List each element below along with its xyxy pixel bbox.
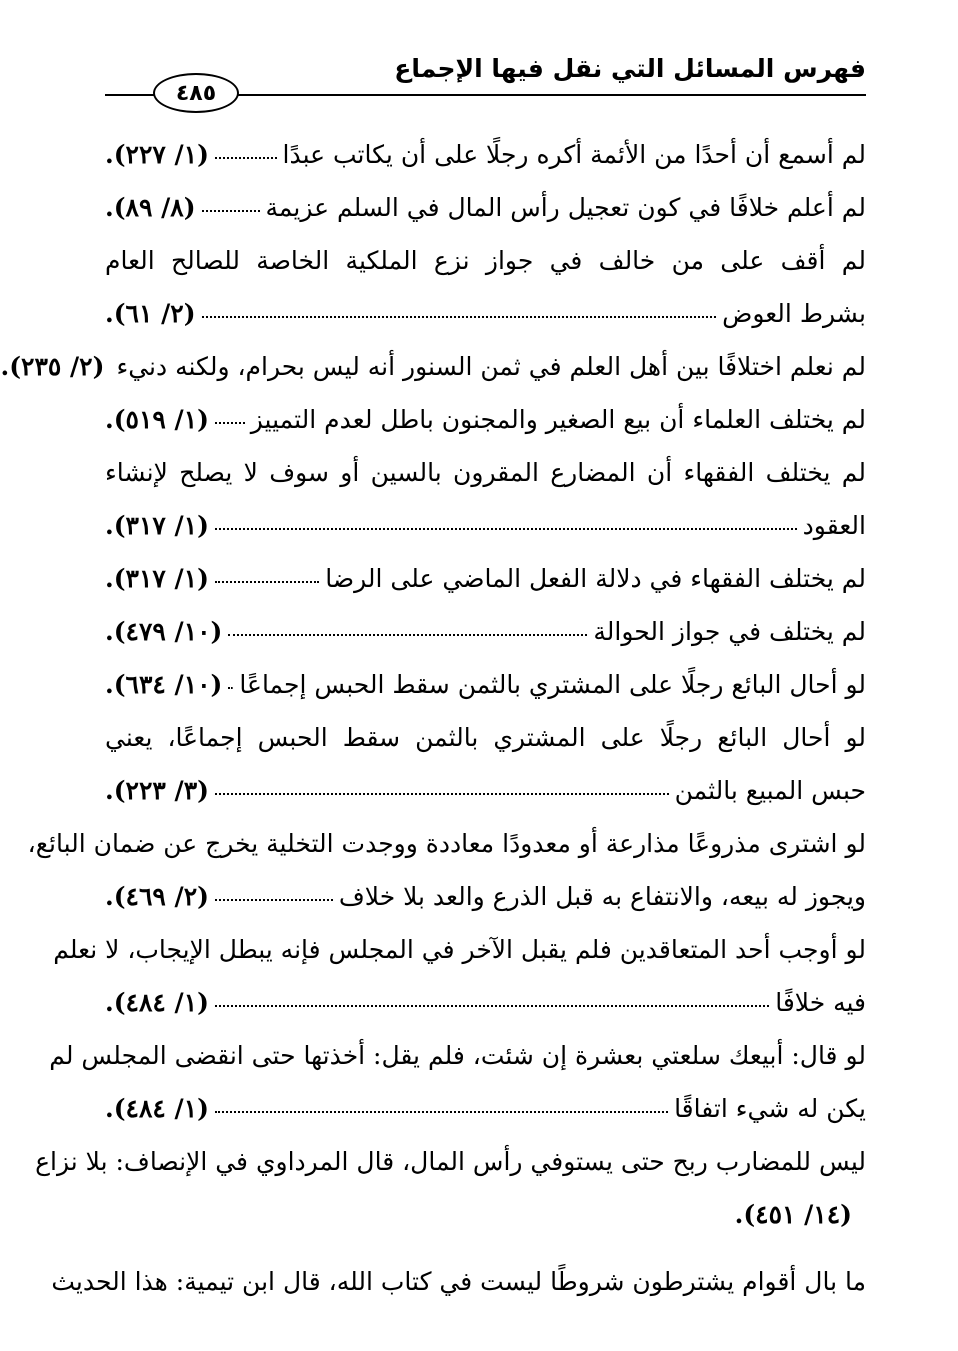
index-entry-continuation: [105, 976, 866, 1029]
index-entry-continuation: [105, 1082, 866, 1135]
index-entry: [105, 128, 866, 181]
entry-text: ما بال أقوام يشترطون شروطًا ليست في كتاب الله، قال ابن تيمية: هذا الحديث: [51, 1267, 866, 1296]
entry-text: لم نعلم اختلافًا بين أهل العلم في ثمن السنور أنه ليس بحرام، ولكنه دنيء: [116, 352, 866, 381]
entry-text: حبس المبيع بالثمن: [674, 776, 866, 805]
index-entry: [105, 605, 866, 658]
entry-reference: (٢/ ٦١).: [105, 299, 196, 328]
entry-reference: (٢/ ٤٦٩).: [105, 882, 209, 911]
index-entry-continuation: [105, 499, 866, 552]
entry-text: لو أحال البائع رجلًا على المشتري بالثمن سقط الحبس إجماعًا: [239, 670, 866, 699]
entry-reference: (١/ ٤٨٤).: [105, 988, 209, 1017]
entry-reference: (١٠/ ٤٧٩).: [105, 617, 223, 646]
entry-text: لم يختلف الفقهاء أن المضارع المقرون بالسين أو سوف لا يصلح لإنشاء: [105, 458, 866, 487]
index-entry-continuation: [105, 287, 866, 340]
index-entries: [0, 128, 866, 1308]
index-entry: [105, 552, 866, 605]
entry-reference: (٣/ ٢٢٣).: [105, 776, 209, 805]
dot-leader: [215, 580, 319, 583]
entry-reference: (١/ ٢٢٧).: [105, 140, 209, 169]
entry-text: لم أقف على من خالف في جواز نزع الملكية الخاصة للصالح العام: [105, 246, 866, 275]
entry-reference: (١٤/ ٤٥١).: [734, 1200, 852, 1229]
dot-leader: [202, 315, 717, 318]
entry-text: لم يختلف في جواز الحوالة: [593, 617, 866, 646]
entry-text: العقود: [802, 511, 866, 540]
index-entry: [0, 340, 866, 393]
dot-leader: [215, 792, 669, 795]
entry-text: لم أعلم خلافًا في كون تعجيل رأس المال في السلم عزيمة: [265, 193, 866, 222]
dot-leader: [228, 686, 233, 689]
entry-reference: (٨/ ٨٩).: [105, 193, 196, 222]
index-entry-continuation: [105, 1188, 866, 1241]
dot-leader: [215, 421, 245, 424]
entry-reference: (١/ ٣١٧).: [105, 564, 209, 593]
entry-reference: (٢/ ٢٣٥).: [0, 352, 105, 381]
dot-leader: [215, 156, 277, 159]
entry-text: لو قال: أبيعك سلعتي بعشرة إن شئت، فلم يقل: أخذتها حتى انقضى المجلس لم: [49, 1041, 866, 1070]
index-entry-continuation: [105, 870, 866, 923]
entry-text: لم يختلف الفقهاء في دلالة الفعل الماضي على الرضا: [325, 564, 866, 593]
dot-leader: [215, 527, 797, 530]
index-entry: [105, 181, 866, 234]
entry-text: ويجوز له بيعه، والانتفاع به قبل الذرع والعد بلا خلاف: [338, 882, 866, 911]
index-entry: [105, 658, 866, 711]
entry-text: لم يختلف العلماء أن بيع الصغير والمجنون باطل لعدم التمييز: [250, 405, 866, 434]
entry-text: ليس للمضارب ربح حتى يستوفي رأس المال، قال المرداوي في الإنصاف: بلا نزاع: [35, 1147, 866, 1176]
index-entry-continuation: [105, 764, 866, 817]
entry-text: لو أوجب أحد المتعاقدين فلم يقبل الآخر في المجلس فإنه يبطل الإيجاب، لا نعلم: [53, 935, 866, 964]
dot-leader: [215, 1110, 668, 1113]
page-title: فهرس المسائل التي نقل فيها الإجماع: [394, 54, 866, 83]
index-entry: [49, 1029, 866, 1082]
page-number: ٤٨٥: [153, 73, 239, 113]
dot-leader: [228, 633, 587, 636]
entry-reference: (١/ ٣١٧).: [105, 511, 209, 540]
index-entry: [105, 234, 866, 287]
dot-leader: [202, 209, 260, 212]
index-entry: [105, 393, 866, 446]
entry-reference: (١/ ٥١٩).: [105, 405, 209, 434]
dot-leader: [215, 1004, 769, 1007]
entry-text: لم أسمع أن أحدًا من الأئمة أكره رجلًا على أن يكاتب عبدًا: [282, 140, 866, 169]
dot-leader: [215, 898, 333, 901]
index-entry: [35, 1135, 866, 1188]
index-entry: [27, 817, 866, 870]
index-entry: [53, 923, 866, 976]
entry-text: لو اشترى مذروعًا مذارعة أو معدودًا معاددة ووجدت التخلية يخرج عن ضمان البائع،: [27, 829, 866, 858]
entry-text: فيه خلافًا: [775, 988, 866, 1017]
index-entry: [51, 1255, 866, 1308]
index-entry: [105, 711, 866, 764]
entry-text: بشرط العوض: [722, 299, 866, 328]
entry-text: لو أحال البائع رجلًا على المشتري بالثمن سقط الحبس إجماعًا، يعني: [105, 723, 866, 752]
entry-reference: (١/ ٤٨٤).: [105, 1094, 209, 1123]
index-entry: [105, 446, 866, 499]
entry-text: يكن له شيء اتفاقًا: [674, 1094, 866, 1123]
entry-reference: (١٠/ ٦٣٤).: [105, 670, 223, 699]
